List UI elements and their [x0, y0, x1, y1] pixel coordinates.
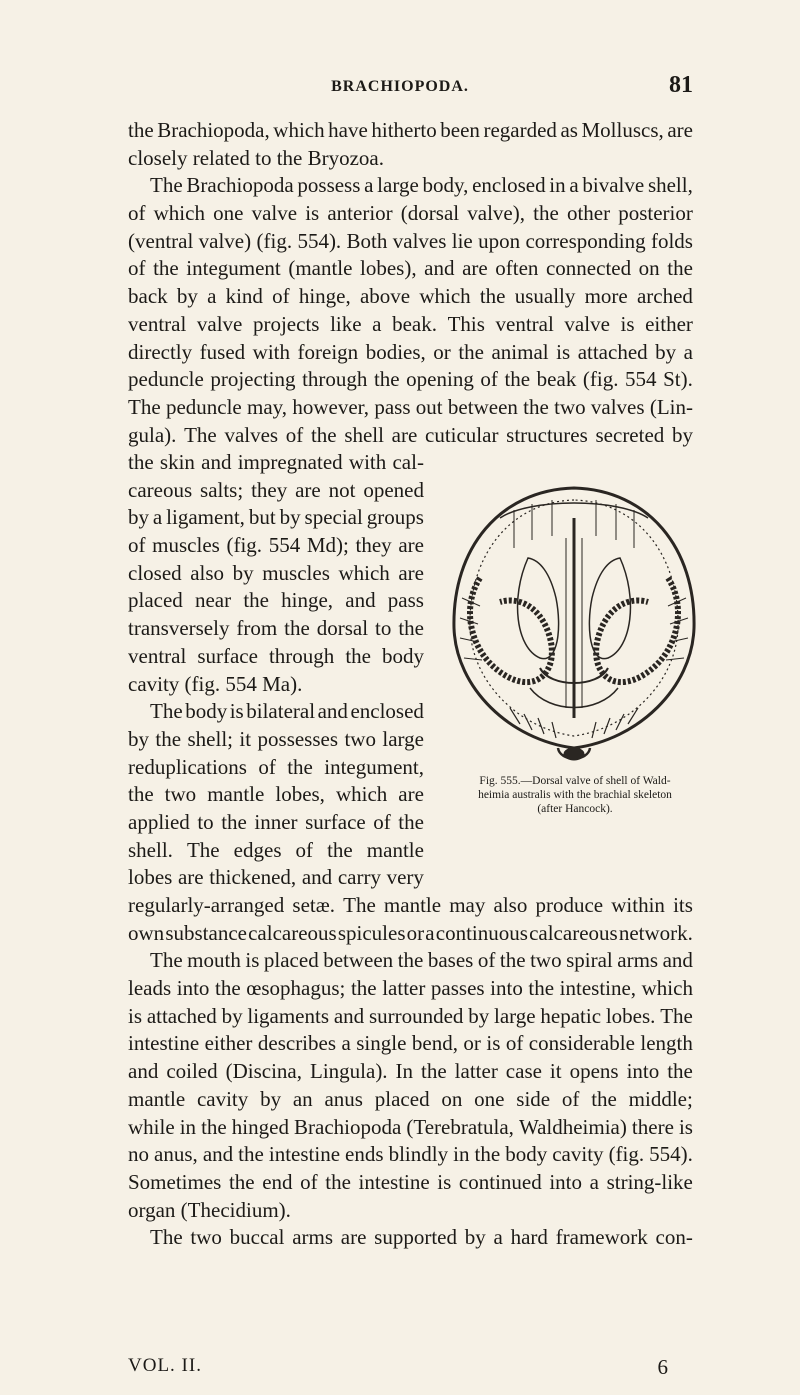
- text-line: of which one valve is anterior (dorsal valve), the other posterior: [128, 201, 693, 226]
- body-text-bottom: [128, 892, 693, 1252]
- text-line: cavity (fig. 554 Ma).: [128, 671, 303, 696]
- text-line: Sometimes the end of the intestine is continued into a string-like: [128, 1169, 693, 1194]
- text-line: the Brachiopoda, which have hitherto been regarded as Molluscs, are: [128, 118, 693, 142]
- text-line: (ventral valve) (fig. 554). Both valves lie upon corresponding folds: [128, 228, 693, 253]
- running-head: BRACHIOPODA.: [331, 78, 469, 95]
- text-line: the two mantle lobes, which are: [128, 782, 424, 807]
- text-line: by a ligament, but by special groups: [128, 505, 424, 530]
- volume-label: VOL. II.: [128, 1355, 202, 1376]
- body-text-top: [128, 117, 693, 449]
- text-line: reduplications of the integument,: [128, 754, 424, 779]
- text-line: placed near the hinge, and pass: [128, 588, 424, 613]
- text-line: no anus, and the intestine ends blindly in the body cavity (fig. 554).: [128, 1142, 693, 1167]
- text-line: ventral valve projects like a beak. This ventral valve is either: [128, 311, 693, 336]
- text-line: ventral surface through the body: [128, 643, 424, 668]
- text-line: leads into the œsophagus; the latter passes into the intestine, which: [128, 976, 693, 1001]
- text-line: organ (Thecidium).: [128, 1197, 291, 1222]
- text-line: intestine either describes a single bend, or is of considerable length: [128, 1031, 693, 1056]
- text-line: regularly-arranged setæ. The mantle may also produce within its: [128, 893, 693, 917]
- text-line: The two buccal arms are supported by a hard framework con-: [150, 1225, 693, 1250]
- text-line: of the integument (mantle lobes), and are often connected on the: [128, 256, 693, 281]
- shell-illustration: [440, 478, 708, 764]
- caption-line: (after Hancock).: [537, 803, 613, 815]
- text-line: The body is bilateral and enclosed: [150, 699, 424, 724]
- text-line: the skin and impregnated with cal-: [128, 450, 424, 474]
- page-number: 81: [669, 72, 693, 98]
- text-line: while in the hinged Brachiopoda (Terebratula, Waldheimia) there is: [128, 1114, 693, 1139]
- text-line: The peduncle may, however, pass out between the two valves (Lin-: [128, 394, 693, 419]
- text-line: mantle cavity by an anus placed on one side of the middle;: [128, 1086, 693, 1111]
- text-line: shell. The edges of the mantle: [128, 837, 424, 862]
- text-line: transversely from the dorsal to the: [128, 616, 424, 641]
- caption-line: Fig. 555.—Dorsal valve of shell of Wald-: [479, 775, 671, 787]
- text-line: back by a kind of hinge, above which the usually more arched: [128, 284, 693, 309]
- text-line: of muscles (fig. 554 Md); they are: [128, 533, 424, 558]
- text-line: careous salts; they are not opened: [128, 477, 424, 502]
- text-line: own substance calcareous spicules or a continuous calcareous network.: [128, 920, 693, 945]
- caption-line: heimia australis with the brachial skeleton: [478, 789, 672, 801]
- text-line: and coiled (Discina, Lingula). In the latter case it opens into the: [128, 1059, 693, 1084]
- text-line: gula). The valves of the shell are cuticular structures secreted by: [128, 422, 693, 447]
- figure-caption: [440, 774, 710, 816]
- text-line: closed also by muscles which are: [128, 560, 424, 585]
- signature-mark: 6: [657, 1355, 668, 1379]
- text-line: is attached by ligaments and surrounded by large hepatic lobes. The: [128, 1003, 693, 1028]
- body-text-narrow: [128, 449, 424, 892]
- text-line: applied to the inner surface of the: [128, 809, 424, 834]
- text-line: The Brachiopoda possess a large body, enclosed in a bivalve shell,: [150, 173, 693, 198]
- waldheimia-shell-drawing: [440, 478, 708, 764]
- text-line: The mouth is placed between the bases of the two spiral arms and: [150, 948, 693, 973]
- text-line: peduncle projecting through the opening of the beak (fig. 554 St).: [128, 367, 693, 392]
- text-line: by the shell; it possesses two large: [128, 726, 424, 751]
- text-line: directly fused with foreign bodies, or the animal is attached by a: [128, 339, 693, 364]
- text-line: lobes are thickened, and carry very: [128, 865, 424, 890]
- text-line: closely related to the Bryozoa.: [128, 145, 384, 170]
